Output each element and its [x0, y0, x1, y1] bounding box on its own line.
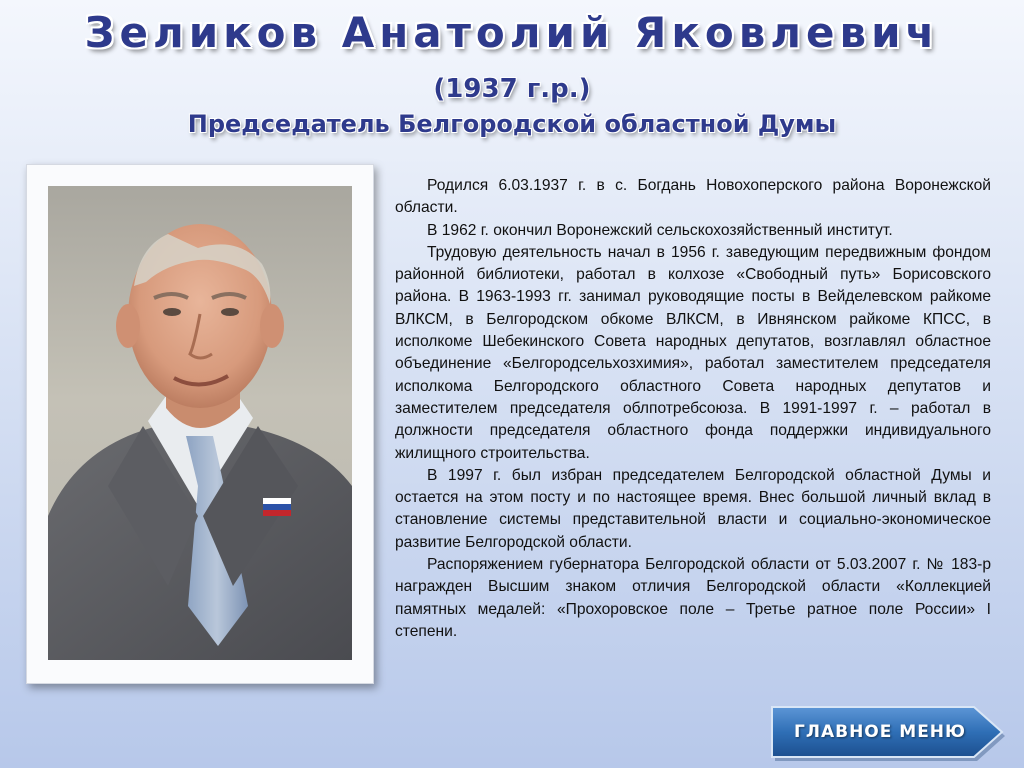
bio-paragraph: Трудовую деятельность начал в 1956 г. заведующим передвижным фондом районной библиотеки, работал в колхозе «Свободный путь» Борисовского района. В 1963-1993 гг. занимал руководящие посты в Вейделевском райкоме ВЛКСМ, в Белгородском обкоме ВЛКСМ, в Ивнянском райкоме КПСС, в исполкоме Шебекинского Совета народных депутатов, возглавлял областное объединение «Белгородсельхозхимия», работал заместителем председателя исполкома Белгородского областного Совета народных депутатов и заместителем председателя облпотребсоюза. В 1991-1997 г. – работал в должности председателя областного фонда поддержки индивидуального жилищного строительства. [395, 243, 991, 462]
main-menu-label: ГЛАВНОЕ МЕНЮ [794, 722, 966, 742]
portrait-illustration [48, 186, 352, 660]
bio-paragraph: Родился 6.03.1937 г. в с. Богдань Новохоперского района Воронежской области. [395, 177, 991, 217]
bio-paragraph: Распоряжением губернатора Белгородской области от 5.03.2007 г. № 183-р награжден Высшим знаком отличия Белгородской области «Коллекцией памятных медалей: «Прохоровское поле – Третье ратное поле России» I степени. [395, 556, 991, 640]
header-name: Зеликов Анатолий Яковлевич [84, 8, 940, 57]
bio-paragraph: В 1997 г. был избран председателем Белгородской областной Думы и остается на этом посту и по настоящее время. Внес большой личный вклад в становление системы представительной власти и социально-экономическое развитие Белгородской области. [395, 466, 991, 551]
portrait-photo [48, 186, 352, 660]
main-menu-button[interactable] [770, 705, 1006, 761]
biography-text [395, 175, 991, 643]
header-year: (1937 г.р.) [433, 74, 591, 104]
photo-frame [26, 164, 374, 684]
header-position: Председатель Белгородской областной Думы [187, 110, 837, 138]
bio-paragraph: В 1962 г. окончил Воронежский сельскохозяйственный институт. [427, 221, 893, 239]
